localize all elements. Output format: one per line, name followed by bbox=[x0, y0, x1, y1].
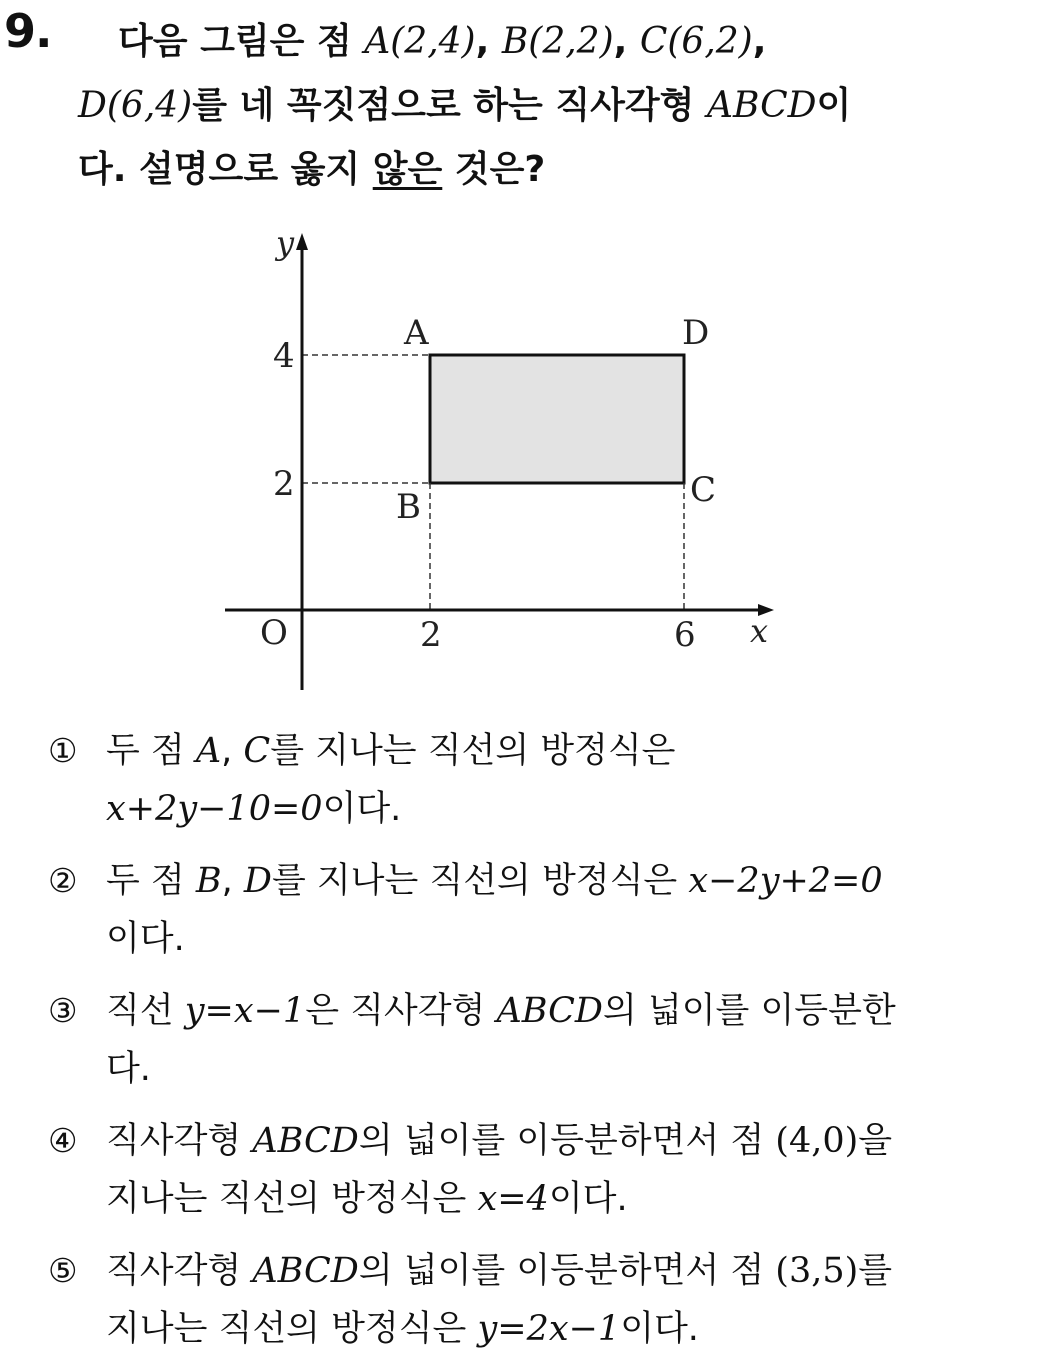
option-1[interactable] bbox=[48, 722, 1008, 838]
equation: y=x−1 bbox=[184, 991, 306, 1031]
underlined-word: 않은 bbox=[372, 149, 443, 190]
option-line bbox=[106, 982, 1008, 1040]
option-text: 지나는 직선의 방정식은 bbox=[106, 1309, 478, 1349]
option-text: 이다. bbox=[620, 1309, 699, 1349]
option-4[interactable] bbox=[48, 1112, 1008, 1228]
equation: y=2x−1 bbox=[477, 1309, 621, 1349]
option-text: 의 넓이를 이등분하면서 점 bbox=[358, 1121, 776, 1161]
option-text: 두 점 bbox=[106, 731, 196, 771]
option-line bbox=[106, 910, 1008, 968]
option-3[interactable] bbox=[48, 982, 1008, 1098]
point-d-label: D(6,4) bbox=[78, 85, 193, 126]
origin-label: O bbox=[260, 613, 288, 653]
option-number: ③ bbox=[48, 991, 78, 1030]
equation: x+2y−10=0 bbox=[106, 789, 323, 829]
point-label: D bbox=[243, 861, 272, 901]
vertex-label-b: B bbox=[396, 487, 421, 527]
option-text: 다. bbox=[106, 1049, 151, 1089]
equation: x=4 bbox=[477, 1179, 549, 1219]
option-number: ④ bbox=[48, 1121, 78, 1160]
option-number: ⑤ bbox=[48, 1251, 78, 1290]
y-axis-arrow-icon bbox=[296, 233, 308, 250]
option-text: 를 bbox=[858, 1251, 893, 1291]
option-line bbox=[106, 1242, 1008, 1300]
option-line bbox=[106, 780, 1008, 838]
option-line bbox=[106, 722, 1008, 780]
y-tick-label: 2 bbox=[273, 464, 295, 504]
stem-separator: , bbox=[613, 21, 640, 62]
option-line bbox=[106, 1300, 1008, 1358]
point-label: B bbox=[195, 861, 222, 901]
option-text: 직선 bbox=[106, 991, 185, 1031]
option-text: 의 넓이를 이등분한 bbox=[603, 991, 896, 1031]
x-tick-label: 2 bbox=[420, 615, 442, 655]
point-a-label: A(2,4) bbox=[364, 21, 476, 62]
option-text: , bbox=[221, 861, 244, 901]
rectangle-name: ABCD bbox=[252, 1121, 359, 1161]
vertex-label-a: A bbox=[404, 313, 429, 353]
point-label: A bbox=[195, 731, 222, 771]
stem-text: 다음 그림은 점 bbox=[118, 21, 365, 62]
option-text: 지나는 직선의 방정식은 bbox=[106, 1179, 478, 1219]
equation: x−2y+2=0 bbox=[688, 861, 883, 901]
option-2[interactable] bbox=[48, 852, 1008, 968]
option-text: 를 지나는 직선의 방정식은 bbox=[271, 861, 689, 901]
vertex-label-c: C bbox=[690, 470, 717, 510]
option-text: , bbox=[221, 731, 244, 771]
rectangle-abcd bbox=[430, 355, 684, 483]
option-line bbox=[106, 1040, 1008, 1098]
point-coordinate: (4,0) bbox=[775, 1121, 859, 1161]
option-line bbox=[106, 852, 1008, 910]
option-text: 직사각형 bbox=[106, 1121, 253, 1161]
option-text: 을 bbox=[858, 1121, 893, 1161]
point-label: C bbox=[243, 731, 271, 771]
point-coordinate: (3,5) bbox=[775, 1251, 859, 1291]
option-5[interactable] bbox=[48, 1242, 1008, 1358]
option-text: 이다. bbox=[106, 919, 185, 959]
option-text: 직사각형 bbox=[106, 1251, 253, 1291]
option-text: 은 직사각형 bbox=[305, 991, 497, 1031]
stem-text: 다. 설명으로 옳지 bbox=[78, 149, 373, 190]
rectangle-name: ABCD bbox=[496, 991, 603, 1031]
option-text: 이다. bbox=[548, 1179, 628, 1219]
option-number: ② bbox=[48, 861, 78, 900]
option-text: 를 지나는 직선의 방정식은 bbox=[270, 731, 676, 771]
rectangle-name: ABCD bbox=[706, 85, 817, 126]
stem-separator: , bbox=[752, 21, 767, 62]
option-line bbox=[106, 1170, 1008, 1228]
point-c-label: C(6,2) bbox=[639, 21, 753, 62]
point-b-label: B(2,2) bbox=[501, 21, 614, 62]
option-text: 두 점 bbox=[106, 861, 196, 901]
stem-text: 것은? bbox=[442, 149, 546, 190]
x-tick-label: 6 bbox=[674, 615, 696, 655]
question-number: 9. bbox=[4, 4, 52, 58]
option-text: 이다. bbox=[322, 789, 402, 829]
x-axis-label: x bbox=[750, 612, 769, 650]
stem-text: 이 bbox=[816, 85, 852, 126]
rectangle-name: ABCD bbox=[252, 1251, 359, 1291]
y-axis-label: y bbox=[276, 224, 295, 262]
y-tick-label: 4 bbox=[273, 336, 295, 376]
option-line bbox=[106, 1112, 1008, 1170]
option-number: ① bbox=[48, 731, 78, 770]
stem-separator: , bbox=[475, 21, 502, 62]
vertex-label-d: D bbox=[682, 313, 710, 353]
stem-text: 를 네 꼭짓점으로 하는 직사각형 bbox=[192, 85, 707, 126]
option-text: 의 넓이를 이등분하면서 점 bbox=[358, 1251, 776, 1291]
options-list bbox=[48, 722, 1008, 1372]
